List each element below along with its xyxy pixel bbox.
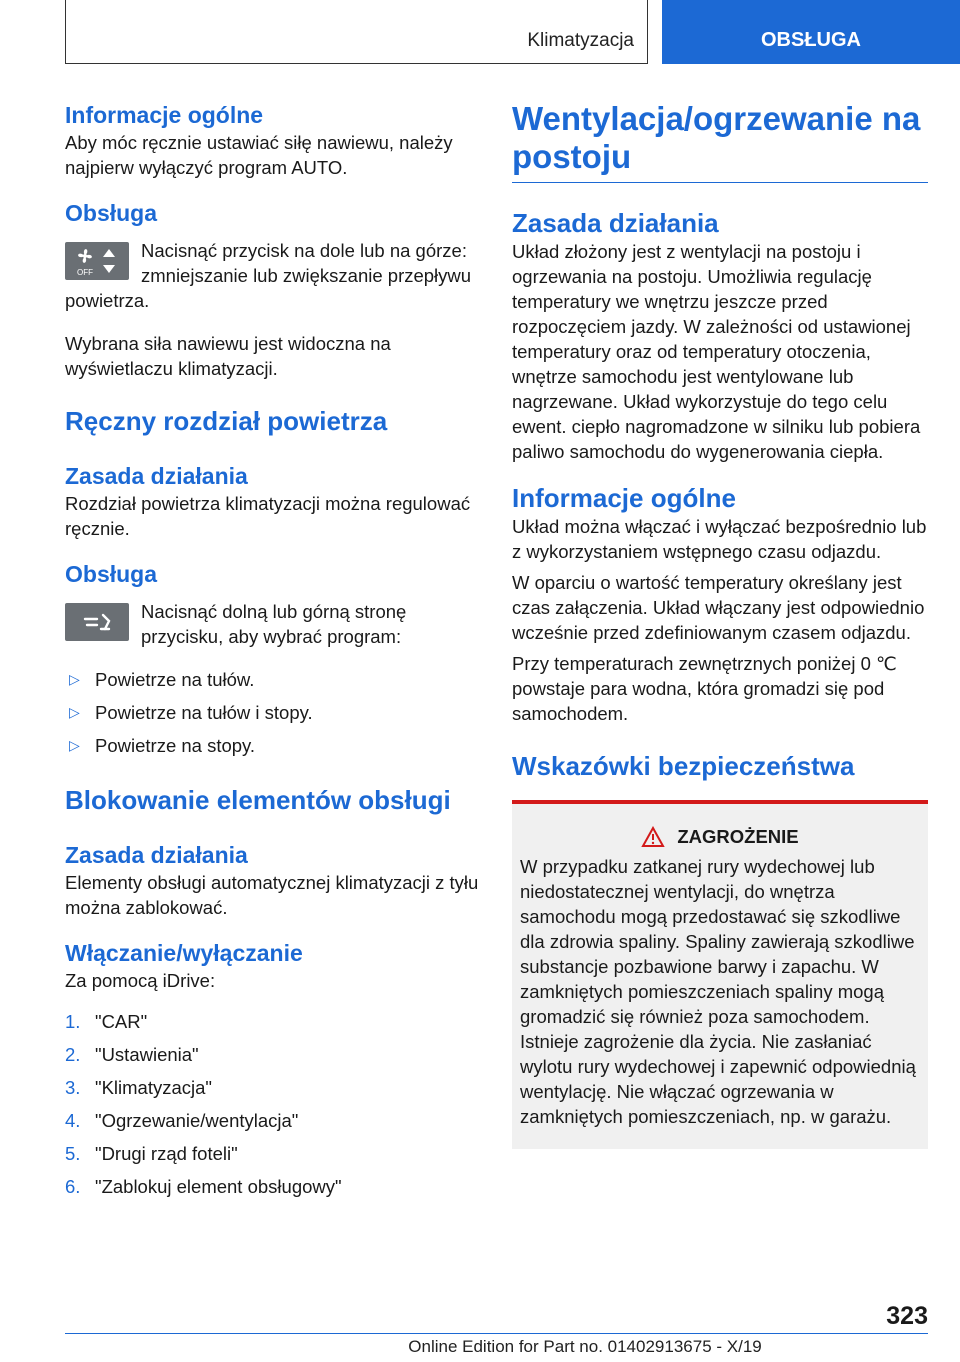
list-item: 2. "Ustawienia" [65, 1044, 199, 1065]
list-item: 6. "Zablokuj element obsługowy" [65, 1176, 342, 1197]
paragraph-info: Aby móc ręcznie ustawiać siłę nawiewu, należy najpierw wyłączyć program AUTO. [65, 132, 453, 178]
heading-zasada-1: Zasada działania [65, 463, 248, 489]
list-item: ▷ Powietrze na tułów i stopy. [69, 702, 313, 723]
air-distribution-icon [65, 603, 129, 641]
fan-off-label: OFF [77, 268, 93, 277]
paragraph-obsluga-air: Nacisnąć dolną lub górną stronę przycisku, aby wybrać program: [141, 601, 407, 647]
triangle-bullet-icon: ▷ [69, 704, 80, 720]
left-column [65, 100, 479, 1207]
paragraph-info-right-1: Układ można włączać i wyłączać bezpośrednio lub z wykorzystaniem wstępnego czasu odjazdu. [512, 516, 927, 562]
fan-control-block [65, 238, 479, 313]
heading-info: Informacje ogólne [65, 102, 264, 128]
warning-title-row [520, 826, 920, 848]
list-item: 4. "Ogrzewanie/wentylacja" [65, 1110, 299, 1131]
program-list [65, 667, 479, 758]
paragraph-zasada-1: Rozdział powietrza klimatyzacji można regulować ręcznie. [65, 493, 471, 539]
paragraph-zasada-2: Elementy obsługi automatycznej klimatyzacji z tyłu można zablokować. [65, 872, 479, 918]
warning-title: ZAGROŻENIE [677, 826, 799, 847]
list-item: 5. "Drugi rząd foteli" [65, 1143, 238, 1164]
paragraph-info-right-2: W oparciu o wartość temperatury określany jest czas załączenia. Układ włączany jest odpowiednio wcześnie przed zdefiniowanym czasem odjazdu. [512, 572, 925, 643]
idrive-steps-list [65, 1009, 479, 1199]
page-number: 323 [886, 1302, 928, 1330]
triangle-bullet-icon: ▷ [69, 737, 80, 753]
air-distribution-block [65, 599, 479, 649]
triangle-bullet-icon: ▷ [69, 671, 80, 687]
heading-wentylacja: Wentylacja/ogrzewanie na postoju [512, 100, 928, 183]
paragraph-zasada-right: Układ złożony jest z wentylacji na postoju i ogrzewania na postoju. Umożliwia regulację temperatury we wnętrzu jeszcze przed rozpoczęciem jazdy. W zależności od ustawionej temperatury oraz od temperatury otoczenia, wnętrze samochodu jest wentylowane lub nagrzewane. Układ wykorzystuje do tego celu ewent. ciepło nagromadzone w silniku lub pobiera paliwo samochodu do wygenerowania ciepła. [512, 241, 921, 462]
heading-obsluga-fan: Obsługa [65, 200, 158, 226]
paragraph-obsluga-fan-2: Wybrana siła nawiewu jest widoczna na wyświetlaczu klimatyzacji. [65, 333, 391, 379]
header-section-title: Klimatyzacja [527, 30, 634, 51]
heading-obsluga-air: Obsługa [65, 561, 158, 587]
heading-info-right: Informacje ogólne [512, 483, 736, 513]
paragraph-wlaczanie: Za pomocą iDrive: [65, 970, 216, 991]
danger-warning-box [512, 800, 928, 1149]
heading-blokowanie: Blokowanie elementów obsługi [65, 785, 451, 815]
paragraph-info-right-3: Przy temperaturach zewnętrznych poniżej 0 ℃ powstaje para wodna, która gromadzi się pod samochodem. [512, 653, 897, 724]
fan-button-icon [65, 242, 129, 280]
heading-zasada-2: Zasada działania [65, 842, 248, 868]
right-column [512, 100, 928, 1149]
paragraph-obsluga-fan: Nacisnąć przycisk na dole lub na górze: zmniejszanie lub zwiększanie przepływu powietrza. [65, 240, 472, 311]
heading-wlaczanie: Włączanie/wyłączanie [65, 940, 303, 966]
list-item: 3. "Klimatyzacja" [65, 1077, 212, 1098]
header-chapter-tab: OBSŁUGA [662, 0, 960, 64]
list-item: 1. "CAR" [65, 1011, 148, 1032]
heading-zasada-right: Zasada działania [512, 208, 719, 238]
heading-safety: Wskazówki bezpieczeństwa [512, 751, 855, 781]
footer-edition: Online Edition for Part no. 01402913675 - X/19 [408, 1337, 762, 1356]
footer-divider [65, 1333, 928, 1334]
list-item: ▷ Powietrze na stopy. [69, 735, 256, 756]
warning-triangle-icon [641, 826, 665, 848]
list-item: ▷ Powietrze na tułów. [69, 669, 255, 690]
heading-reczny-rozdzial: Ręczny rozdział powietrza [65, 406, 388, 436]
warning-text: W przypadku zatkanej rury wydechowej lub niedostatecznej wentylacji, do wnętrza samochodu mogą przedostawać się szkodliwe dla zdrowia spaliny. Spaliny zawierają szkodliwe substancje pozbawione barwy i zapachu. W zamkniętych pomieszczeniach spaliny mogą gromadzić się również poza samochodem. Istnieje zagrożenie dla życia. Nie zasłaniać wylotu rury wydechowej i zapewnić odpowiednią wentylację. Nie włączać ogrzewania w zamkniętych pomieszczeniach, np. w garażu. [520, 856, 916, 1127]
